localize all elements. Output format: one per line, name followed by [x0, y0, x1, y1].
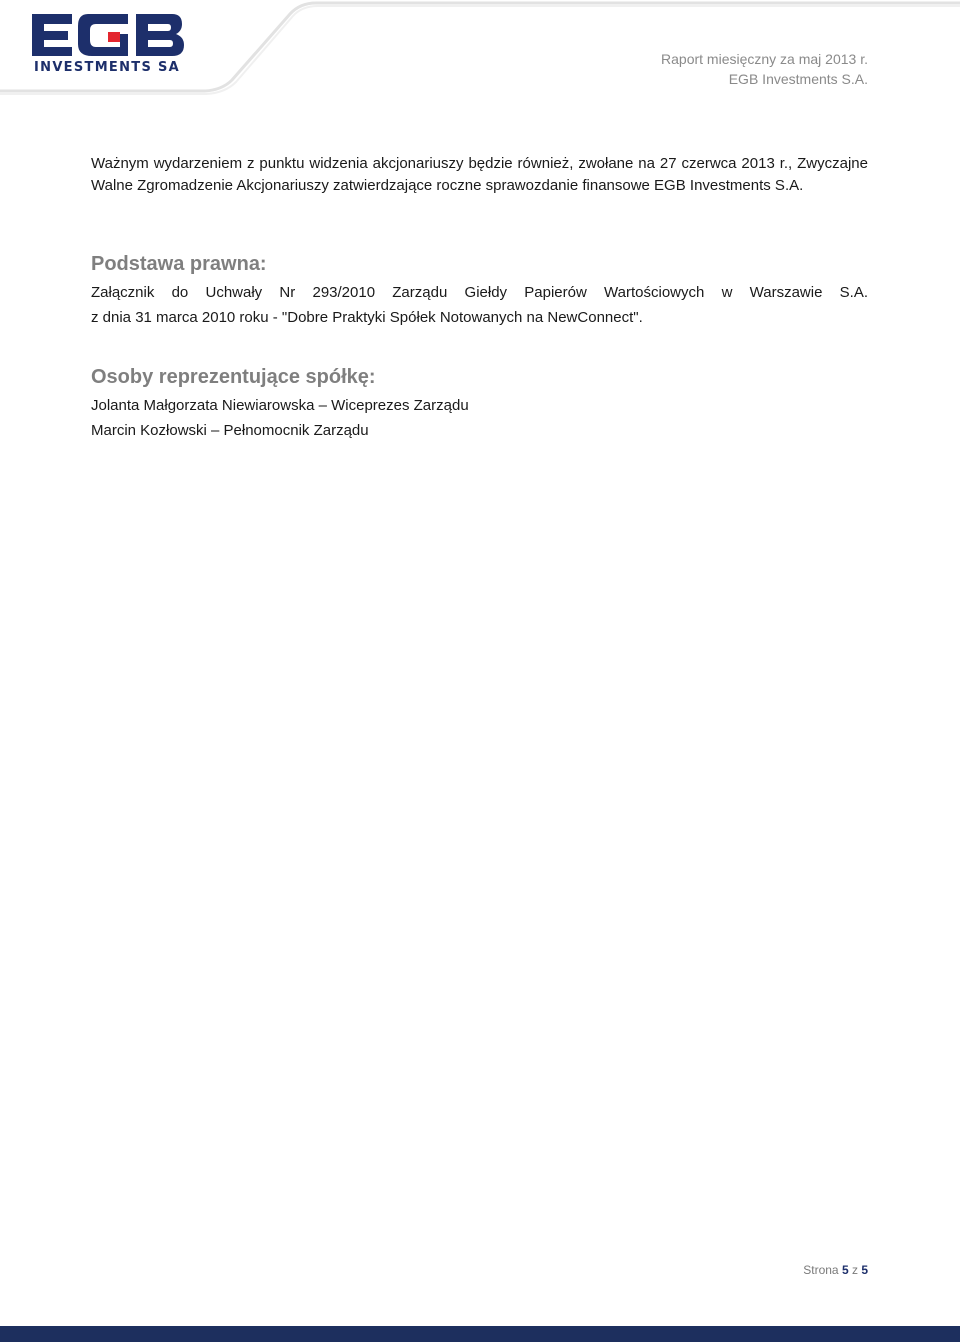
legal-line-1: Załącznik do Uchwały Nr 293/2010 Zarządu Giełdy Papierów Wartościowych w Warszawie S.A.: [91, 284, 868, 301]
reps-section: [91, 364, 868, 390]
page-label: Strona: [803, 1263, 839, 1277]
logo-subtitle: INVESTMENTS SA: [34, 60, 180, 75]
rep-item: Marcin Kozłowski – Pełnomocnik Zarządu: [91, 422, 369, 439]
company-name: EGB Investments S.A.: [728, 71, 868, 87]
reps-heading: Osoby reprezentujące spółkę:: [91, 366, 376, 388]
footer-bar: [0, 1326, 960, 1342]
rep-item: Jolanta Małgorzata Niewiarowska – Wiceprezes Zarządu: [91, 397, 469, 414]
page-sep: z: [851, 1263, 858, 1277]
legal-section: [91, 251, 868, 277]
page-current: 5: [841, 1263, 849, 1277]
report-title: Raport miesięczny za maj 2013 r.: [661, 51, 868, 67]
reps-list: [91, 393, 868, 443]
intro-section: [91, 153, 868, 196]
page-number: [803, 1263, 868, 1277]
intro-paragraph: Ważnym wydarzeniem z punktu widzenia akcjonariuszy będzie również, zwołane na 27 czerwca 2013 r., Zwyczajne Walne Zgromadzenie Akcjonariuszy zatwierdzające roczne sprawozdanie finansowe EGB Investments S.A.: [91, 155, 868, 194]
logo-mark: [28, 10, 188, 60]
header-info: [661, 49, 868, 89]
legal-heading: Podstawa prawna:: [91, 253, 267, 275]
page-total: 5: [861, 1263, 868, 1277]
legal-body: [91, 280, 868, 330]
legal-line-2: z dnia 31 marca 2010 roku - "Dobre Praktyki Spółek Notowanych na NewConnect".: [91, 309, 643, 326]
company-logo: [28, 10, 188, 76]
